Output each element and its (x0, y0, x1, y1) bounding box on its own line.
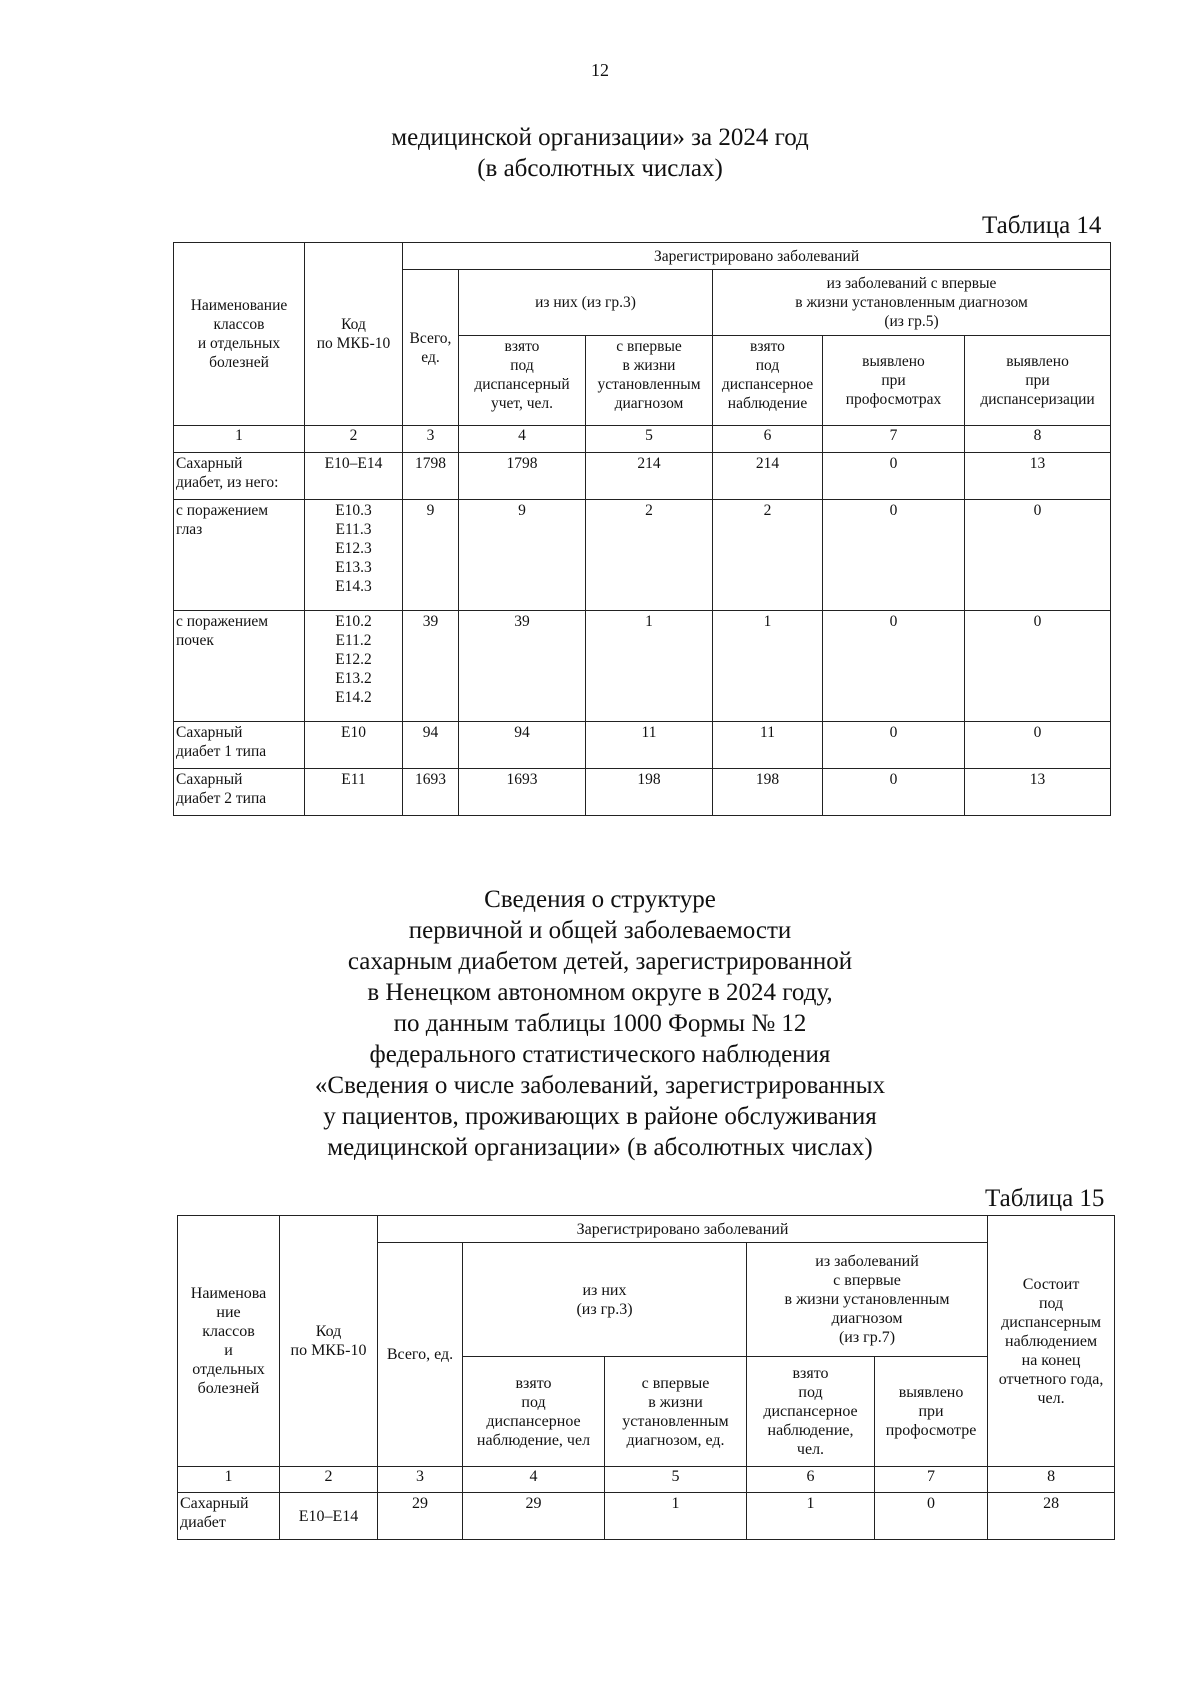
t15-header-name: Наименова ние классов и отдельных болезней (178, 1216, 280, 1467)
middle-heading-line: «Сведения о числе заболеваний, зарегистрированных (314, 1072, 886, 1099)
cell-c6: 1 (747, 1493, 875, 1540)
t15-header-c6: взято под диспансерное наблюдение, чел. (747, 1357, 875, 1467)
t14-header-registered: Зарегистрировано заболеваний (403, 243, 1111, 270)
t15-header-registered: Зарегистрировано заболеваний (378, 1216, 988, 1243)
t14-header-code: Код по МКБ-10 (305, 243, 403, 426)
cell-c4: 94 (459, 722, 586, 769)
middle-heading-line: Сведения о структуре (484, 886, 716, 913)
cell-c8: 13 (965, 769, 1111, 816)
cell-c3: 1798 (403, 453, 459, 500)
middle-heading-line: у пациентов, проживающих в районе обслуживания (323, 1103, 877, 1130)
cell-c7: 0 (823, 611, 965, 722)
top-heading-line: (в абсолютных числах) (477, 155, 723, 182)
row-code: Е10.2 Е11.2 Е12.2 Е13.2 Е14.2 (305, 611, 403, 722)
cell-c6: 198 (713, 769, 823, 816)
cell-c7: 0 (875, 1493, 988, 1540)
t15-header-of-new: из заболеваний с впервые в жизни установленным диагнозом (из гр.7) (747, 1243, 988, 1357)
row-name: с поражением почек (174, 611, 305, 722)
column-number: 8 (988, 1467, 1115, 1493)
column-number: 8 (965, 426, 1111, 453)
table-row (174, 611, 1111, 722)
middle-heading-line: сахарным диабетом детей, зарегистрированной (347, 948, 853, 975)
cell-c5: 11 (586, 722, 713, 769)
table-row (174, 722, 1111, 769)
row-code: Е11 (305, 769, 403, 816)
cell-c4: 9 (459, 500, 586, 611)
column-number: 7 (823, 426, 965, 453)
column-number: 6 (713, 426, 823, 453)
cell-c4: 29 (463, 1493, 605, 1540)
table-15 (177, 1215, 1115, 1540)
column-number: 3 (378, 1467, 463, 1493)
column-number: 2 (280, 1467, 378, 1493)
cell-c8: 0 (965, 722, 1111, 769)
t14-header-of-new: из заболеваний с впервые в жизни установленным диагнозом (из гр.5) (713, 270, 1111, 336)
column-number: 1 (174, 426, 305, 453)
column-number: 7 (875, 1467, 988, 1493)
cell-c4: 1693 (459, 769, 586, 816)
cell-c5: 198 (586, 769, 713, 816)
t14-header-c8: выявлено при диспансеризации (965, 336, 1111, 426)
t14-header-c5: с впервые в жизни установленным диагнозом (586, 336, 713, 426)
row-name: Сахарный диабет (178, 1493, 280, 1540)
cell-c6: 1 (713, 611, 823, 722)
cell-c4: 39 (459, 611, 586, 722)
middle-heading-line: медицинской организации» (в абсолютных числах) (327, 1134, 873, 1161)
cell-c4: 1798 (459, 453, 586, 500)
table-15-label: Таблица 15 (985, 1185, 1105, 1212)
t15-header-total: Всего, ед. (378, 1243, 463, 1467)
cell-c5: 2 (586, 500, 713, 611)
cell-c7: 0 (823, 769, 965, 816)
cell-c6: 2 (713, 500, 823, 611)
top-heading (0, 122, 1200, 184)
t14-header-c6: взято под диспансерное наблюдение (713, 336, 823, 426)
t15-header-of-them: из них (из гр.3) (463, 1243, 747, 1357)
column-number: 5 (605, 1467, 747, 1493)
cell-c7: 0 (823, 453, 965, 500)
row-code: Е10–Е14 (280, 1493, 378, 1540)
cell-c5: 214 (586, 453, 713, 500)
cell-c3: 94 (403, 722, 459, 769)
cell-c3: 1693 (403, 769, 459, 816)
t14-column-numbers (174, 426, 1111, 453)
t15-header-c5: с впервые в жизни установленным диагнозом, ед. (605, 1357, 747, 1467)
middle-heading-line: федерального статистического наблюдения (369, 1041, 831, 1068)
cell-c7: 0 (823, 722, 965, 769)
table-14-label: Таблица 14 (982, 212, 1102, 239)
row-code: Е10 (305, 722, 403, 769)
table-row (174, 500, 1111, 611)
column-number: 4 (459, 426, 586, 453)
cell-c6: 214 (713, 453, 823, 500)
cell-c3: 29 (378, 1493, 463, 1540)
row-code: Е10.3 Е11.3 Е12.3 Е13.3 Е14.3 (305, 500, 403, 611)
cell-c8: 0 (965, 611, 1111, 722)
table-row (178, 1493, 1115, 1540)
cell-c3: 39 (403, 611, 459, 722)
cell-c5: 1 (605, 1493, 747, 1540)
t14-header-of-them: из них (из гр.3) (459, 270, 713, 336)
t14-header-total: Всего, ед. (403, 270, 459, 426)
cell-c5: 1 (586, 611, 713, 722)
middle-heading-line: по данным таблицы 1000 Формы № 12 (393, 1010, 807, 1037)
middle-heading (0, 884, 1200, 1163)
row-code: Е10–Е14 (305, 453, 403, 500)
row-name: Сахарный диабет 1 типа (174, 722, 305, 769)
column-number: 3 (403, 426, 459, 453)
middle-heading-line: первичной и общей заболеваемости (408, 917, 792, 944)
t14-header-c7: выявлено при профосмотрах (823, 336, 965, 426)
top-heading-line: медицинской организации» за 2024 год (391, 124, 809, 151)
table-row (174, 453, 1111, 500)
cell-c8: 28 (988, 1493, 1115, 1540)
t15-header-c4: взято под диспансерное наблюдение, чел (463, 1357, 605, 1467)
middle-heading-line: в Ненецком автономном округе в 2024 году, (367, 979, 833, 1006)
column-number: 4 (463, 1467, 605, 1493)
cell-c6: 11 (713, 722, 823, 769)
t14-header-name: Наименование классов и отдельных болезней (174, 243, 305, 426)
table-14 (173, 242, 1111, 816)
table-row (174, 769, 1111, 816)
t15-header-c8: Состоит под диспансерным наблюдением на конец отчетного года, чел. (988, 1216, 1115, 1467)
row-name: с поражением глаз (174, 500, 305, 611)
t15-header-c7: выявлено при профосмотре (875, 1357, 988, 1467)
t14-header-c4: взято под диспансерный учет, чел. (459, 336, 586, 426)
column-number: 6 (747, 1467, 875, 1493)
cell-c3: 9 (403, 500, 459, 611)
cell-c7: 0 (823, 500, 965, 611)
row-name: Сахарный диабет, из него: (174, 453, 305, 500)
t15-header-code: Код по МКБ-10 (280, 1216, 378, 1467)
row-name: Сахарный диабет 2 типа (174, 769, 305, 816)
column-number: 1 (178, 1467, 280, 1493)
cell-c8: 0 (965, 500, 1111, 611)
t15-column-numbers (178, 1467, 1115, 1493)
page-number: 12 (591, 60, 609, 80)
column-number: 5 (586, 426, 713, 453)
column-number: 2 (305, 426, 403, 453)
cell-c8: 13 (965, 453, 1111, 500)
